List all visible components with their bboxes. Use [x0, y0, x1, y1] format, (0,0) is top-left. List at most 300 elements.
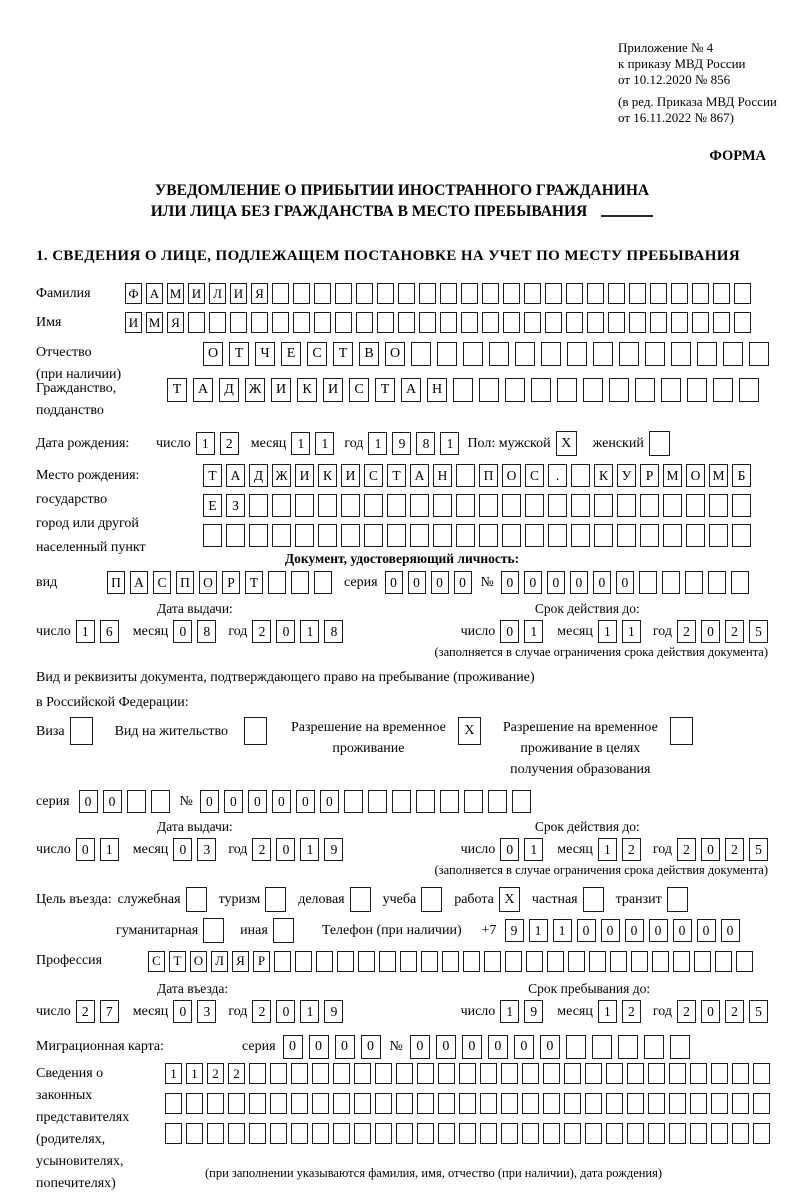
char-cell[interactable] — [461, 312, 478, 333]
visa-checkbox[interactable] — [70, 717, 93, 745]
char-cell[interactable]: 5 — [749, 620, 768, 643]
char-cell[interactable] — [503, 283, 520, 304]
char-cell[interactable]: Ф — [125, 283, 142, 304]
char-cell[interactable]: 0 — [385, 571, 403, 594]
entry-year-cells[interactable] — [252, 1000, 343, 1023]
char-cell[interactable]: 0 — [649, 919, 668, 942]
char-cell[interactable] — [230, 312, 247, 333]
char-cell[interactable] — [396, 1123, 413, 1144]
char-cell[interactable]: 0 — [701, 620, 720, 643]
char-cell[interactable]: 0 — [488, 1035, 508, 1059]
char-cell[interactable] — [314, 312, 331, 333]
char-cell[interactable]: 0 — [173, 1000, 192, 1023]
char-cell[interactable]: 2 — [725, 620, 744, 643]
char-cell[interactable]: Е — [281, 342, 301, 366]
residence-expiry-year-cells[interactable] — [677, 838, 768, 861]
char-cell[interactable]: 5 — [749, 838, 768, 861]
char-cell[interactable] — [685, 571, 703, 594]
char-cell[interactable]: 0 — [501, 571, 519, 594]
char-cell[interactable] — [333, 1063, 350, 1084]
char-cell[interactable] — [543, 1063, 560, 1084]
char-cell[interactable] — [663, 524, 682, 547]
char-cell[interactable] — [631, 951, 648, 972]
char-cell[interactable] — [272, 283, 289, 304]
char-cell[interactable]: Т — [387, 464, 406, 487]
char-cell[interactable] — [480, 1093, 497, 1114]
char-cell[interactable] — [456, 494, 475, 517]
char-cell[interactable]: 0 — [173, 838, 192, 861]
char-cell[interactable] — [295, 524, 314, 547]
residence-permit-checkbox[interactable] — [244, 717, 267, 745]
char-cell[interactable]: Т — [375, 378, 395, 402]
char-cell[interactable]: О — [502, 464, 521, 487]
char-cell[interactable] — [312, 1063, 329, 1084]
char-cell[interactable]: 0 — [410, 1035, 430, 1059]
char-cell[interactable] — [734, 312, 751, 333]
char-cell[interactable] — [375, 1063, 392, 1084]
char-cell[interactable]: С — [307, 342, 327, 366]
char-cell[interactable]: 0 — [616, 571, 634, 594]
char-cell[interactable] — [398, 283, 415, 304]
residence-issue-day-cells[interactable] — [76, 838, 119, 861]
char-cell[interactable]: 3 — [197, 1000, 216, 1023]
char-cell[interactable] — [272, 312, 289, 333]
char-cell[interactable] — [619, 342, 639, 366]
char-cell[interactable] — [525, 494, 544, 517]
char-cell[interactable] — [692, 312, 709, 333]
char-cell[interactable] — [627, 1093, 644, 1114]
char-cell[interactable] — [480, 1063, 497, 1084]
char-cell[interactable] — [482, 312, 499, 333]
char-cell[interactable]: К — [297, 378, 317, 402]
char-cell[interactable]: С — [364, 464, 383, 487]
char-cell[interactable]: 0 — [500, 838, 519, 861]
char-cell[interactable]: Н — [433, 464, 452, 487]
char-cell[interactable] — [354, 1063, 371, 1084]
char-cell[interactable]: 0 — [524, 571, 542, 594]
char-cell[interactable]: 9 — [392, 432, 411, 455]
char-cell[interactable]: 2 — [677, 838, 696, 861]
char-cell[interactable] — [526, 951, 543, 972]
char-cell[interactable]: И — [188, 283, 205, 304]
char-cell[interactable] — [690, 1123, 707, 1144]
char-cell[interactable]: 2 — [228, 1063, 245, 1084]
char-cell[interactable] — [226, 524, 245, 547]
doc-expiry-month-cells[interactable] — [598, 620, 641, 643]
char-cell[interactable]: К — [318, 464, 337, 487]
edu-permit-checkbox[interactable] — [670, 717, 693, 745]
char-cell[interactable] — [652, 951, 669, 972]
char-cell[interactable] — [274, 951, 291, 972]
char-cell[interactable]: 1 — [529, 919, 548, 942]
char-cell[interactable] — [251, 312, 268, 333]
char-cell[interactable]: 9 — [505, 919, 524, 942]
char-cell[interactable] — [433, 494, 452, 517]
char-cell[interactable] — [583, 378, 603, 402]
char-cell[interactable]: 1 — [300, 1000, 319, 1023]
char-cell[interactable]: С — [525, 464, 544, 487]
char-cell[interactable]: 0 — [173, 620, 192, 643]
char-cell[interactable]: 0 — [283, 1035, 303, 1059]
char-cell[interactable]: 1 — [598, 838, 617, 861]
char-cell[interactable]: 0 — [79, 790, 98, 813]
char-cell[interactable]: Т — [203, 464, 222, 487]
char-cell[interactable]: О — [203, 342, 223, 366]
char-cell[interactable] — [400, 951, 417, 972]
char-cell[interactable]: 0 — [577, 919, 596, 942]
char-cell[interactable]: 0 — [625, 919, 644, 942]
char-cell[interactable]: 0 — [200, 790, 219, 813]
char-cell[interactable] — [686, 494, 705, 517]
char-cell[interactable] — [566, 1035, 586, 1059]
char-cell[interactable] — [690, 1063, 707, 1084]
char-cell[interactable]: 2 — [220, 432, 239, 455]
char-cell[interactable]: 2 — [725, 1000, 744, 1023]
char-cell[interactable] — [314, 283, 331, 304]
char-cell[interactable] — [663, 494, 682, 517]
char-cell[interactable]: С — [148, 951, 165, 972]
char-cell[interactable] — [151, 790, 170, 813]
char-cell[interactable] — [368, 790, 387, 813]
char-cell[interactable] — [713, 312, 730, 333]
char-cell[interactable]: 1 — [186, 1063, 203, 1084]
char-cell[interactable] — [648, 1093, 665, 1114]
char-cell[interactable]: Е — [203, 494, 222, 517]
char-cell[interactable] — [661, 378, 681, 402]
char-cell[interactable]: 2 — [252, 838, 271, 861]
char-cell[interactable] — [617, 524, 636, 547]
char-cell[interactable] — [344, 790, 363, 813]
char-cell[interactable] — [673, 951, 690, 972]
char-cell[interactable] — [419, 283, 436, 304]
char-cell[interactable]: 0 — [701, 838, 720, 861]
char-cell[interactable] — [645, 342, 665, 366]
char-cell[interactable] — [463, 342, 483, 366]
char-cell[interactable]: И — [230, 283, 247, 304]
entry-month-cells[interactable] — [173, 1000, 216, 1023]
char-cell[interactable] — [687, 378, 707, 402]
char-cell[interactable] — [502, 524, 521, 547]
char-cell[interactable]: Р — [253, 951, 270, 972]
birth-month-cells[interactable] — [291, 432, 334, 455]
char-cell[interactable] — [629, 283, 646, 304]
char-cell[interactable] — [291, 1063, 308, 1084]
char-cell[interactable] — [453, 378, 473, 402]
char-cell[interactable] — [335, 312, 352, 333]
char-cell[interactable] — [547, 951, 564, 972]
char-cell[interactable]: Ж — [245, 378, 265, 402]
purpose-checkbox-4[interactable]: X — [499, 887, 520, 912]
char-cell[interactable]: 1 — [300, 838, 319, 861]
char-cell[interactable]: 0 — [701, 1000, 720, 1023]
char-cell[interactable]: 8 — [416, 432, 435, 455]
char-cell[interactable] — [312, 1123, 329, 1144]
char-cell[interactable]: 0 — [601, 919, 620, 942]
char-cell[interactable] — [606, 1123, 623, 1144]
char-cell[interactable] — [440, 312, 457, 333]
char-cell[interactable]: 1 — [622, 620, 641, 643]
char-cell[interactable] — [364, 494, 383, 517]
char-cell[interactable] — [715, 951, 732, 972]
char-cell[interactable] — [709, 524, 728, 547]
char-cell[interactable] — [734, 283, 751, 304]
char-cell[interactable]: . — [548, 464, 567, 487]
char-cell[interactable] — [356, 312, 373, 333]
char-cell[interactable] — [541, 342, 561, 366]
char-cell[interactable] — [291, 571, 309, 594]
char-cell[interactable]: 0 — [436, 1035, 456, 1059]
char-cell[interactable]: Т — [333, 342, 353, 366]
char-cell[interactable] — [228, 1123, 245, 1144]
char-cell[interactable] — [585, 1063, 602, 1084]
char-cell[interactable]: 0 — [248, 790, 267, 813]
char-cell[interactable]: 2 — [677, 620, 696, 643]
char-cell[interactable] — [522, 1063, 539, 1084]
char-cell[interactable]: Ж — [272, 464, 291, 487]
char-cell[interactable] — [482, 283, 499, 304]
char-cell[interactable]: 0 — [500, 620, 519, 643]
char-cell[interactable] — [437, 342, 457, 366]
char-cell[interactable] — [732, 1123, 749, 1144]
purpose-checkbox-6[interactable] — [667, 887, 688, 912]
birth-day-cells[interactable] — [196, 432, 239, 455]
char-cell[interactable] — [669, 1063, 686, 1084]
char-cell[interactable]: 0 — [276, 1000, 295, 1023]
migration-number-cells[interactable] — [410, 1035, 690, 1059]
birth-place-cells-row3[interactable] — [203, 524, 751, 547]
char-cell[interactable]: 2 — [252, 620, 271, 643]
char-cell[interactable]: О — [686, 464, 705, 487]
char-cell[interactable] — [203, 524, 222, 547]
doc-expiry-day-cells[interactable] — [500, 620, 543, 643]
char-cell[interactable]: 0 — [276, 620, 295, 643]
char-cell[interactable] — [249, 524, 268, 547]
char-cell[interactable]: А — [226, 464, 245, 487]
char-cell[interactable] — [564, 1063, 581, 1084]
char-cell[interactable] — [571, 464, 590, 487]
char-cell[interactable] — [548, 494, 567, 517]
char-cell[interactable] — [545, 283, 562, 304]
char-cell[interactable]: П — [176, 571, 194, 594]
char-cell[interactable]: Я — [167, 312, 184, 333]
char-cell[interactable]: И — [341, 464, 360, 487]
char-cell[interactable] — [295, 951, 312, 972]
purpose-checkbox-7[interactable] — [203, 918, 224, 943]
char-cell[interactable]: М — [709, 464, 728, 487]
char-cell[interactable]: У — [617, 464, 636, 487]
char-cell[interactable]: 9 — [324, 1000, 343, 1023]
char-cell[interactable]: Р — [222, 571, 240, 594]
char-cell[interactable] — [564, 1123, 581, 1144]
name-cells[interactable] — [125, 312, 751, 333]
char-cell[interactable] — [417, 1093, 434, 1114]
temp-permit-checkbox[interactable]: X — [458, 717, 481, 745]
char-cell[interactable]: 0 — [697, 919, 716, 942]
char-cell[interactable]: 0 — [320, 790, 339, 813]
char-cell[interactable] — [438, 1123, 455, 1144]
char-cell[interactable] — [479, 494, 498, 517]
char-cell[interactable] — [713, 378, 733, 402]
char-cell[interactable] — [364, 524, 383, 547]
char-cell[interactable] — [522, 1123, 539, 1144]
char-cell[interactable]: 0 — [361, 1035, 381, 1059]
char-cell[interactable] — [606, 1063, 623, 1084]
stay-year-cells[interactable] — [677, 1000, 768, 1023]
char-cell[interactable] — [270, 1093, 287, 1114]
char-cell[interactable] — [417, 1063, 434, 1084]
char-cell[interactable] — [503, 312, 520, 333]
char-cell[interactable] — [377, 283, 394, 304]
char-cell[interactable]: 1 — [76, 620, 95, 643]
doc-number-cells[interactable] — [501, 571, 749, 594]
char-cell[interactable]: 2 — [207, 1063, 224, 1084]
stay-month-cells[interactable] — [598, 1000, 641, 1023]
char-cell[interactable] — [312, 1093, 329, 1114]
char-cell[interactable] — [314, 571, 332, 594]
birth-year-cells[interactable] — [368, 432, 459, 455]
char-cell[interactable]: 2 — [622, 1000, 641, 1023]
char-cell[interactable] — [375, 1093, 392, 1114]
char-cell[interactable] — [627, 1123, 644, 1144]
char-cell[interactable] — [488, 790, 507, 813]
char-cell[interactable] — [417, 1123, 434, 1144]
char-cell[interactable] — [416, 790, 435, 813]
doc-issue-month-cells[interactable] — [173, 620, 216, 643]
char-cell[interactable] — [524, 283, 541, 304]
char-cell[interactable]: В — [359, 342, 379, 366]
char-cell[interactable]: И — [295, 464, 314, 487]
char-cell[interactable]: 0 — [540, 1035, 560, 1059]
char-cell[interactable] — [671, 283, 688, 304]
char-cell[interactable]: 2 — [622, 838, 641, 861]
char-cell[interactable]: З — [226, 494, 245, 517]
char-cell[interactable] — [648, 1063, 665, 1084]
char-cell[interactable]: 1 — [291, 432, 310, 455]
char-cell[interactable] — [479, 378, 499, 402]
char-cell[interactable] — [515, 342, 535, 366]
citizenship-cells[interactable] — [167, 378, 759, 402]
char-cell[interactable] — [270, 1123, 287, 1144]
char-cell[interactable] — [557, 378, 577, 402]
char-cell[interactable] — [610, 951, 627, 972]
char-cell[interactable] — [249, 1063, 266, 1084]
char-cell[interactable]: 9 — [524, 1000, 543, 1023]
char-cell[interactable]: 1 — [165, 1063, 182, 1084]
char-cell[interactable] — [524, 312, 541, 333]
char-cell[interactable] — [207, 1093, 224, 1114]
char-cell[interactable] — [512, 790, 531, 813]
char-cell[interactable] — [753, 1093, 770, 1114]
migration-series-cells[interactable] — [283, 1035, 381, 1059]
char-cell[interactable] — [502, 494, 521, 517]
char-cell[interactable]: 0 — [462, 1035, 482, 1059]
purpose-checkbox-5[interactable] — [583, 887, 604, 912]
char-cell[interactable]: 8 — [324, 620, 343, 643]
char-cell[interactable]: Д — [219, 378, 239, 402]
char-cell[interactable] — [463, 951, 480, 972]
char-cell[interactable]: П — [479, 464, 498, 487]
char-cell[interactable] — [650, 283, 667, 304]
char-cell[interactable] — [295, 494, 314, 517]
phone-cells[interactable] — [505, 919, 740, 942]
char-cell[interactable] — [480, 1123, 497, 1144]
char-cell[interactable] — [440, 283, 457, 304]
char-cell[interactable] — [396, 1093, 413, 1114]
representatives-cells-row1[interactable] — [165, 1063, 770, 1084]
char-cell[interactable] — [379, 951, 396, 972]
char-cell[interactable] — [566, 283, 583, 304]
char-cell[interactable] — [669, 1093, 686, 1114]
char-cell[interactable]: 0 — [296, 790, 315, 813]
char-cell[interactable]: 1 — [196, 432, 215, 455]
char-cell[interactable]: 0 — [335, 1035, 355, 1059]
char-cell[interactable] — [484, 951, 501, 972]
char-cell[interactable] — [564, 1093, 581, 1114]
char-cell[interactable] — [732, 1093, 749, 1114]
char-cell[interactable] — [438, 1063, 455, 1084]
char-cell[interactable]: 0 — [408, 571, 426, 594]
char-cell[interactable]: К — [594, 464, 613, 487]
char-cell[interactable] — [522, 1093, 539, 1114]
char-cell[interactable] — [593, 342, 613, 366]
char-cell[interactable] — [186, 1093, 203, 1114]
char-cell[interactable]: 0 — [276, 838, 295, 861]
char-cell[interactable] — [669, 1123, 686, 1144]
char-cell[interactable] — [635, 378, 655, 402]
char-cell[interactable]: 0 — [431, 571, 449, 594]
char-cell[interactable] — [644, 1035, 664, 1059]
purpose-checkbox-3[interactable] — [421, 887, 442, 912]
char-cell[interactable] — [608, 312, 625, 333]
char-cell[interactable] — [293, 283, 310, 304]
char-cell[interactable] — [731, 571, 749, 594]
char-cell[interactable]: А — [130, 571, 148, 594]
char-cell[interactable] — [341, 524, 360, 547]
char-cell[interactable] — [592, 1035, 612, 1059]
char-cell[interactable]: 0 — [76, 838, 95, 861]
char-cell[interactable]: Т — [245, 571, 263, 594]
char-cell[interactable] — [318, 524, 337, 547]
char-cell[interactable]: 3 — [197, 838, 216, 861]
char-cell[interactable] — [694, 951, 711, 972]
birth-place-cells-row1[interactable] — [203, 464, 751, 487]
char-cell[interactable] — [249, 494, 268, 517]
doc-expiry-year-cells[interactable] — [677, 620, 768, 643]
char-cell[interactable]: 2 — [76, 1000, 95, 1023]
char-cell[interactable] — [291, 1093, 308, 1114]
char-cell[interactable] — [316, 951, 333, 972]
char-cell[interactable] — [501, 1063, 518, 1084]
char-cell[interactable] — [375, 1123, 392, 1144]
char-cell[interactable]: М — [167, 283, 184, 304]
char-cell[interactable] — [587, 283, 604, 304]
char-cell[interactable] — [525, 524, 544, 547]
char-cell[interactable] — [648, 1123, 665, 1144]
char-cell[interactable] — [464, 790, 483, 813]
char-cell[interactable] — [723, 342, 743, 366]
char-cell[interactable]: 0 — [673, 919, 692, 942]
char-cell[interactable] — [291, 1123, 308, 1144]
char-cell[interactable] — [188, 312, 205, 333]
char-cell[interactable] — [608, 283, 625, 304]
char-cell[interactable] — [410, 524, 429, 547]
char-cell[interactable]: 1 — [598, 620, 617, 643]
char-cell[interactable]: Б — [732, 464, 751, 487]
char-cell[interactable] — [531, 378, 551, 402]
char-cell[interactable]: 9 — [324, 838, 343, 861]
char-cell[interactable] — [272, 494, 291, 517]
char-cell[interactable] — [387, 524, 406, 547]
